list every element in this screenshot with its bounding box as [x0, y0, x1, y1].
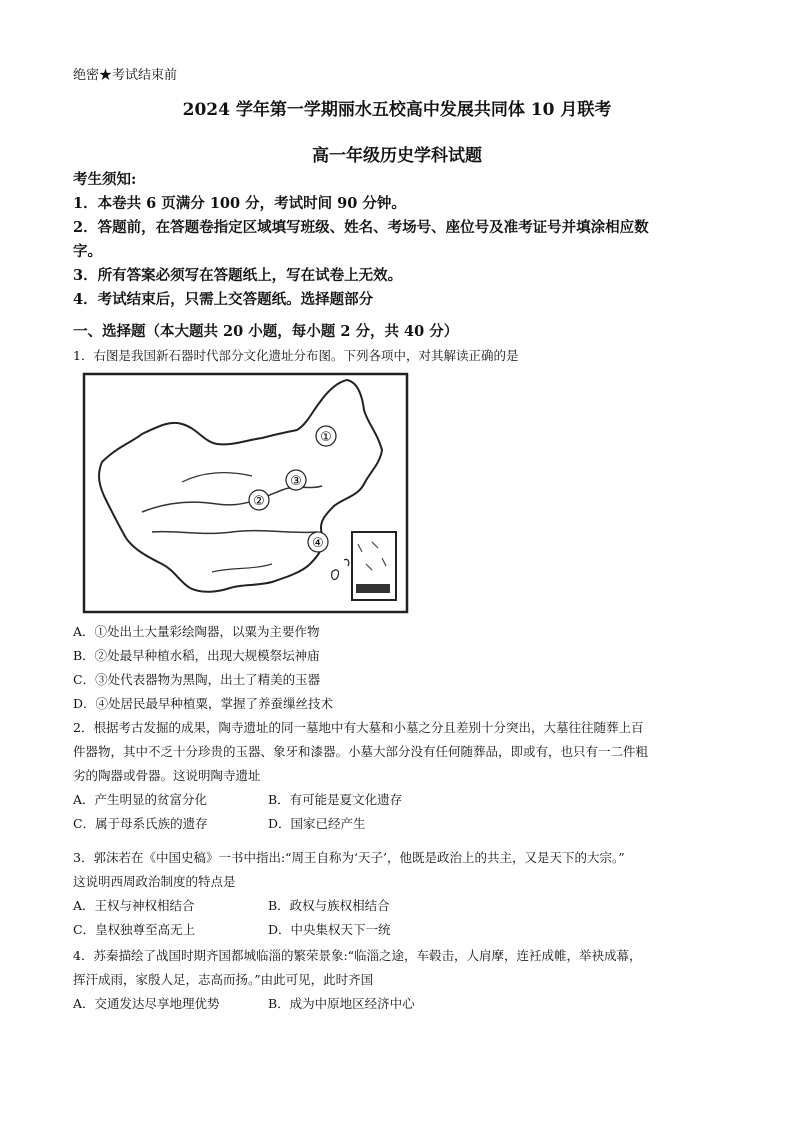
option-b[interactable]: B．成为中原地区经济中心	[268, 996, 415, 1011]
question-stem-line: 劣的陶器或骨器。这说明陶寺遗址	[73, 768, 261, 783]
option-d[interactable]: D．中央集权天下一统	[268, 922, 391, 937]
option-b[interactable]: B．有可能是夏文化遗存	[268, 792, 403, 807]
option-b[interactable]: B．②处最早种植水稻，出现大规模祭坛神庙	[73, 648, 320, 663]
question-1	[73, 344, 725, 368]
question-stem-line: 这说明西周政治制度的特点是	[73, 874, 236, 889]
neolithic-sites-map	[82, 372, 409, 614]
question-4	[73, 944, 725, 1016]
option-a[interactable]: A．①处出土大量彩绘陶器，以粟为主要作物	[73, 624, 320, 639]
map-marker: ②	[253, 494, 265, 509]
exam-subtitle: 高一年级历史学科试题	[312, 146, 482, 166]
notice-item: 字。	[73, 243, 102, 260]
option-c[interactable]: C．属于母系氏族的遗存	[73, 816, 208, 831]
notice-item: 4．考试结束后，只需上交答题纸。选择题部分	[73, 291, 374, 308]
option-c[interactable]: C．③处代表器物为黑陶，出土了精美的玉器	[73, 672, 321, 687]
section-heading: 一、选择题（本大题共 20 小题，每小题 2 分，共 40 分）	[73, 323, 459, 340]
map-marker: ①	[320, 430, 332, 445]
option-d[interactable]: D．④处居民最早种植粟，掌握了养蚕缫丝技术	[73, 696, 334, 711]
map-marker: ④	[312, 536, 324, 551]
notice-heading: 考生须知:	[73, 171, 137, 188]
notice-item: 1．本卷共 6 页满分 100 分，考试时间 90 分钟。	[73, 195, 406, 212]
question-stem-line: 4．苏秦描绘了战国时期齐国都城临淄的繁荣景象:“临淄之途，车毂击，人肩摩，连衽成帷，举袂成幕，	[73, 948, 642, 963]
question-2	[73, 716, 725, 836]
question-stem-line: 挥汗成雨，家殷人足，志高而扬。”由此可见，此时齐国	[73, 972, 374, 987]
map-marker: ③	[290, 474, 302, 489]
confidential-mark: 绝密★考试结束前	[73, 68, 178, 83]
option-a[interactable]: A．王权与神权相结合	[73, 898, 195, 913]
option-b[interactable]: B．政权与族权相结合	[268, 898, 390, 913]
option-a[interactable]: A．产生明显的贫富分化	[73, 792, 208, 807]
notice-item: 2．答题前，在答题卷指定区域填写班级、姓名、考场号、座位号及准考证号并填涂相应数	[73, 219, 649, 236]
option-a[interactable]: A．交通发达尽享地理优势	[73, 996, 220, 1011]
question-stem-line: 件器物，其中不乏十分珍贵的玉器、象牙和漆器。小墓大部分没有任何随葬品，即或有，也只有一二件粗	[73, 744, 649, 759]
option-d[interactable]: D．国家已经产生	[268, 816, 366, 831]
option-c[interactable]: C．皇权独尊至高无上	[73, 922, 196, 937]
question-stem: 1．右图是我国新石器时代部分文化遗址分布图。下列各项中，对其解读正确的是	[73, 348, 519, 363]
candidate-notice	[73, 168, 733, 312]
question-stem-line: 3．郭沫若在《中国史稿》一书中指出:“周王自称为‘天子’，他既是政治上的共主，又是天下的大宗。”	[73, 850, 625, 865]
notice-item: 3．所有答案必须写在答题纸上，写在试卷上无效。	[73, 267, 403, 284]
exam-title: 2024 学年第一学期丽水五校高中发展共同体 10 月联考	[182, 100, 612, 120]
question-stem-line: 2．根据考古发掘的成果，陶寺遗址的同一墓地中有大墓和小墓之分且差别十分突出，大墓往往随葬上百	[73, 720, 644, 735]
question-1-options	[73, 620, 725, 716]
question-3	[73, 846, 725, 942]
